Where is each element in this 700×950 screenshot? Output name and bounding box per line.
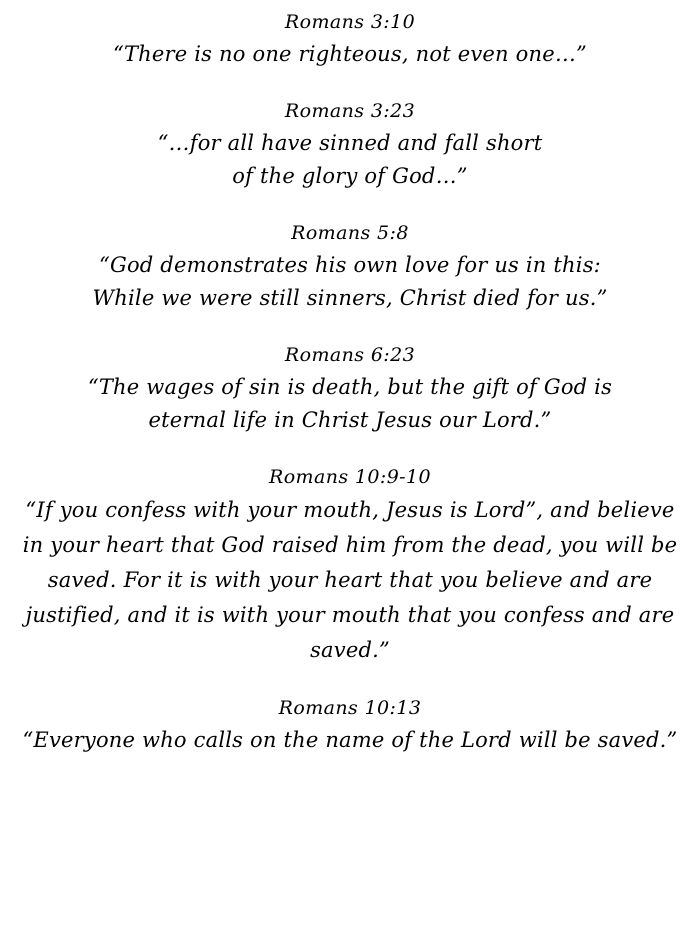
verse-reference: Romans 10:13	[278, 697, 422, 719]
verse-block-romans-10-9-10	[14, 463, 686, 668]
verse-reference: Romans 3:10	[284, 11, 416, 33]
verse-reference: Romans 3:23	[284, 100, 416, 122]
verse-text-line: justified, and it is with your mouth that you confess and are	[25, 603, 675, 627]
verse-block-romans-5-8	[14, 219, 686, 315]
verse-text-line: of the glory of God…”	[232, 164, 468, 188]
verse-text-line: “The wages of sin is death, but the gift of God is	[87, 375, 613, 399]
verse-text-line: “If you confess with your mouth, Jesus is Lord”, and believe	[25, 498, 675, 522]
verse-block-romans-3-10	[14, 8, 686, 71]
verse-text-line: “There is no one righteous, not even one…”	[113, 42, 587, 66]
verse-text-line: saved.”	[310, 638, 390, 662]
verse-text-line: saved. For it is with your heart that you believe and are	[47, 568, 653, 592]
verse-text-line: “…for all have sinned and fall short	[157, 131, 543, 155]
verse-block-romans-10-13	[14, 694, 686, 757]
verse-text-line: “God demonstrates his own love for us in this:	[99, 253, 601, 277]
verse-reference: Romans 10:9-10	[269, 466, 431, 488]
verse-text-line: “Everyone who calls on the name of the Lord will be saved.”	[22, 728, 678, 752]
verse-reference: Romans 5:8	[291, 222, 409, 244]
verse-text-line: in your heart that God raised him from the dead, you will be	[22, 533, 678, 557]
verse-text-line: While we were still sinners, Christ died for us.”	[92, 286, 608, 310]
verse-block-romans-3-23	[14, 97, 686, 193]
verse-block-romans-6-23	[14, 341, 686, 437]
verse-text-line: eternal life in Christ Jesus our Lord.”	[148, 408, 552, 432]
verse-reference: Romans 6:23	[284, 344, 416, 366]
